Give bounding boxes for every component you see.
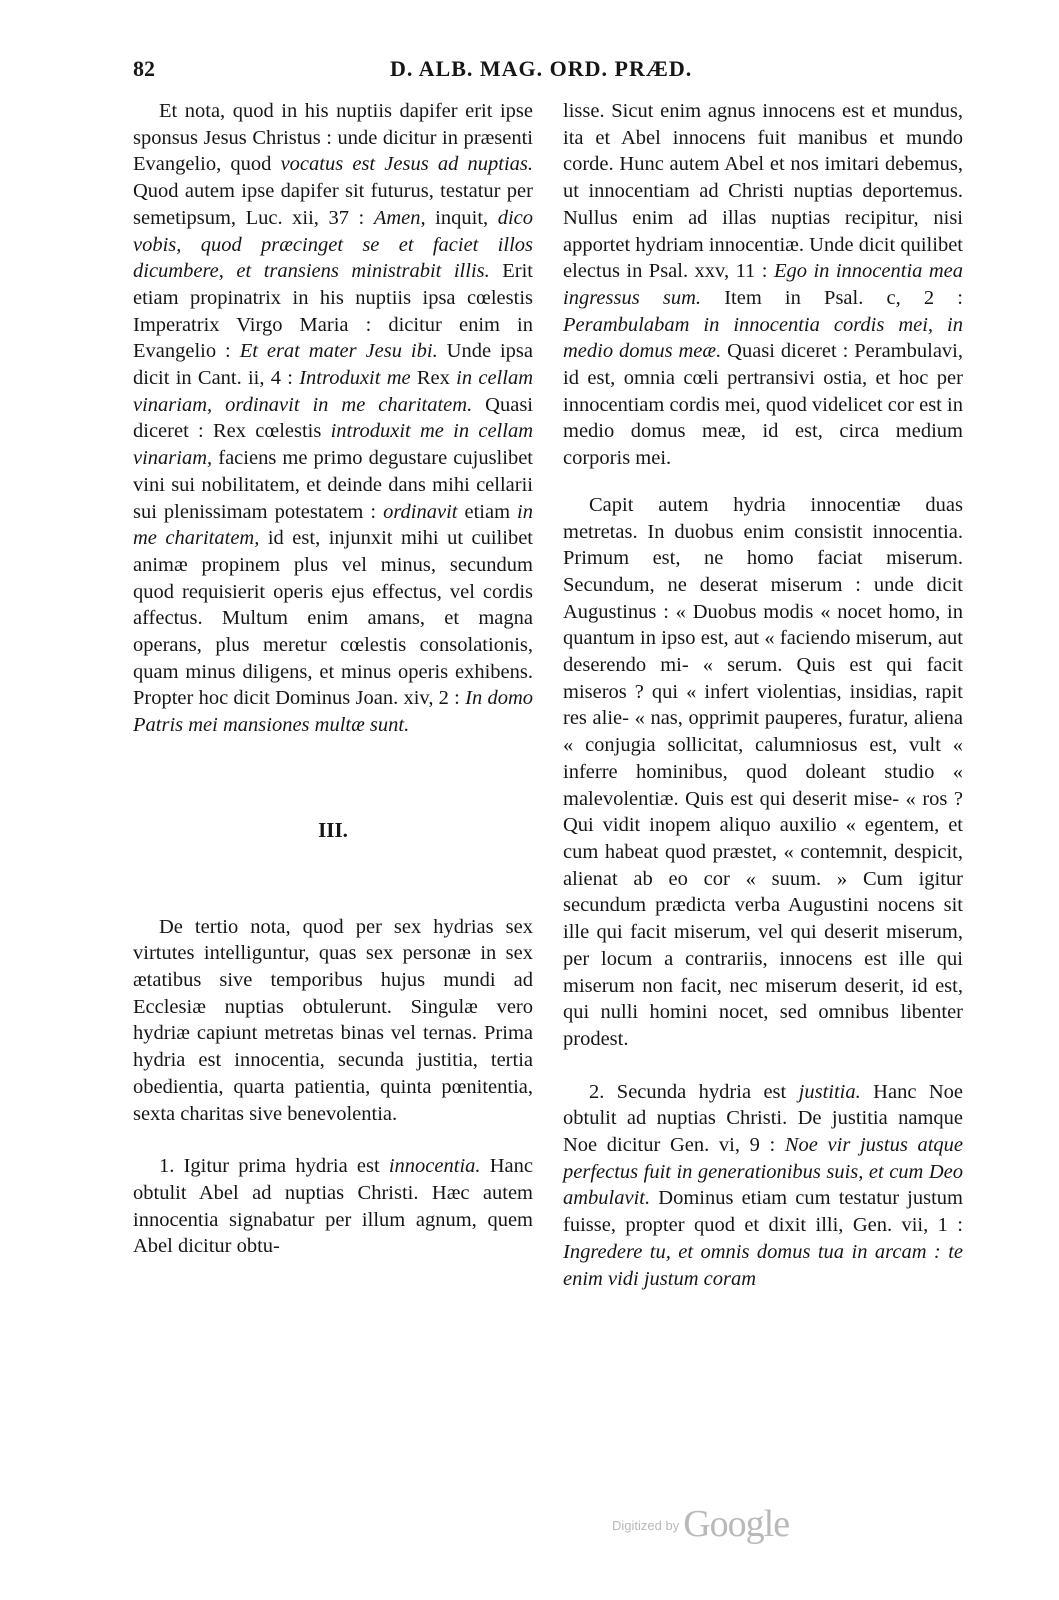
text-run: Erit etiam propinatrix in his nuptiis ipsa cœlestis Imperatrix Virgo Maria : dicitur enim in Evangelio : xyxy=(133,260,533,363)
running-title: D. ALB. MAG. ORD. PRÆD. xyxy=(390,56,693,81)
italic-text: ordinavit xyxy=(383,500,458,523)
left-column xyxy=(133,98,533,1260)
text-run: inquit, xyxy=(425,206,498,229)
text-run: lisse. Sicut enim agnus innocens est et mundus, ita et Abel innocens fuit manibus et mundo corde. Hunc autem Abel et nos imitari debemus, ut innocentiam ad Christi nuptias deportemus. Nullus enim ad illas nuptias recipitur, nisi apportet hydriam innocentiæ. Unde dicit quilibet electus in Psal. xxv, 11 : xyxy=(563,100,963,283)
paragraph xyxy=(133,1153,533,1260)
text-run: De tertio nota, quod per sex hydrias sex virtutes intelliguntur, quas sex personæ in sex ætatibus sive temporibus hujus mundi ad Ecclesiæ nuptias obtulerunt. Singulæ vero hydriæ capiunt metretas binas vel ternas. Prima hydria est innocentia, secunda justitia, tertia obedientia, quarta patientia, quinta pœnitentia, sexta charitas sive benevolentia. xyxy=(133,915,533,1125)
google-logo: Google xyxy=(683,1503,790,1545)
text-run: Unde ipsa dicit in Cant. ii, 4 : xyxy=(133,340,533,390)
page-number: 82 xyxy=(133,56,155,81)
italic-text: in me charitatem, xyxy=(133,500,533,550)
italic-text: in cellam vinariam, ordinavit in me charitatem. xyxy=(133,367,533,416)
italic-text: In domo Patris mei mansiones multæ sunt. xyxy=(133,687,533,737)
paragraph xyxy=(133,914,533,1128)
italic-text: Ego in innocentia mea ingressus sum. xyxy=(563,260,964,309)
text-run: Quod autem ipse dapifer sit futurus, testatur per semetipsum, Luc. xii, 37 : xyxy=(133,180,533,229)
italic-text: introduxit me in cellam vinariam, xyxy=(133,420,534,470)
text-run: faciens me primo degustare cujuslibet vini sui nobilitatem, et deinde dans mihi cellarii sui plenissimam potestatem : xyxy=(133,447,533,523)
text-run: Dominus etiam cum testatur justum fuisse, propter quod et dixit illi, Gen. vii, 1 : xyxy=(563,1187,963,1237)
italic-text: Et erat mater Jesu ibi. xyxy=(239,340,438,363)
text-run: Quasi diceret : Rex cœlestis xyxy=(133,393,533,443)
text-run: Capit autem hydria innocentiæ duas metretas. In duobus enim consistit innocentia. Primum est, ne homo faciat miserum. Secundum, ne deserat miserum : unde dicit Augustinus : « Duobus modis « nocet homo, in quantum in ipso est, aut « faciendo miserum, aut deserendo mi- « serum. Quis est qui facit miseros ? qui « infert violentias, insidias, rapit res alie- « nas, opprimit pauperes, furatur, aliena « conjugia sollicitat, calumniosus est, vult « inferre hominibus, quod doleant studio « malevolentiæ. Quis est qui deserit mise- « ros ? Qui vidit inopem aliquo auxilio « egentem, et cum habeat quod præstet, « contemnit, despicit, alienat ab eo cor « suum. » Cum igitur secundum prædicta verba Augustini nocens sit ille qui facit miserum, vel qui deserit miserum, per locum a contrariis, innocens est ille qui miserum non facit, nec miserum deserit, id est, qui nulli homini nocet, sed omnibus libenter prodest. xyxy=(563,493,963,1050)
paragraph xyxy=(563,98,963,472)
italic-text: Perambulabam in innocentia cordis mei, in medio domus meæ. xyxy=(563,313,963,363)
text-run: Rex xyxy=(410,367,457,390)
paragraph xyxy=(563,492,963,1053)
text-run: 2. Secunda hydria est xyxy=(589,1080,799,1103)
paragraph xyxy=(133,98,533,739)
italic-text: dico vobis, quod præcinget se et faciet illos dicumbere, et transiens ministrabit illis. xyxy=(133,206,533,283)
italic-text: vocatus est Jesus ad nuptias. xyxy=(280,153,533,176)
italic-text: Noe vir justus atque perfectus fuit in generationibus suis, et cum Deo ambulavit. xyxy=(563,1134,963,1210)
text-run: Et nota, quod in his nuptiis dapifer erit ipse sponsus Jesus Christus : unde dicitur in præsenti Evangelio, quod xyxy=(133,100,533,176)
text-run: Hanc obtulit Abel ad nuptias Christi. Hæc autem innocentia signabatur per illum agnum, quem Abel dicitur obtu- xyxy=(133,1155,533,1258)
text-run: Hanc Noe obtulit ad nuptias Christi. De justitia namque Noe dicitur Gen. vi, 9 : xyxy=(563,1080,963,1157)
text-run: Quasi diceret : Perambulavi, id est, omnia cœli pertransivi ostia, et hoc per innocentiam cordis mei, quod videlicet cor est in medio domus meæ, id est, circa medium corporis mei. xyxy=(563,340,963,470)
italic-text: Introduxit me xyxy=(299,367,411,390)
text-run: 1. Igitur prima hydria est xyxy=(159,1155,389,1178)
italic-text: Ingredere tu, et omnis domus tua in arcam : te enim vidi justum coram xyxy=(563,1240,963,1290)
italic-text: justitia. xyxy=(798,1080,861,1103)
italic-text: Amen, xyxy=(373,206,426,229)
section-heading: III. xyxy=(318,817,348,842)
text-run: Item in Psal. c, 2 : xyxy=(701,286,964,309)
digitized-label: Digitized by xyxy=(612,1518,680,1533)
digitized-watermark xyxy=(612,1502,789,1546)
text-run: etiam xyxy=(457,500,518,523)
italic-text: innocentia. xyxy=(388,1155,481,1178)
text-run: id est, injunxit mihi ut cuilibet animæ propinem plus vel minus, secundum quod requisierit operis ejus effectus, vel cordis affectus. Multum enim amans, et magna operans, plus meretur cœlestis consolationis, quam minus diligens, et minus operis exhibens. Propter hoc dicit Dominus Joan. xiv, 2 : xyxy=(133,527,533,710)
paragraph xyxy=(563,1079,963,1293)
right-column xyxy=(563,98,963,1292)
